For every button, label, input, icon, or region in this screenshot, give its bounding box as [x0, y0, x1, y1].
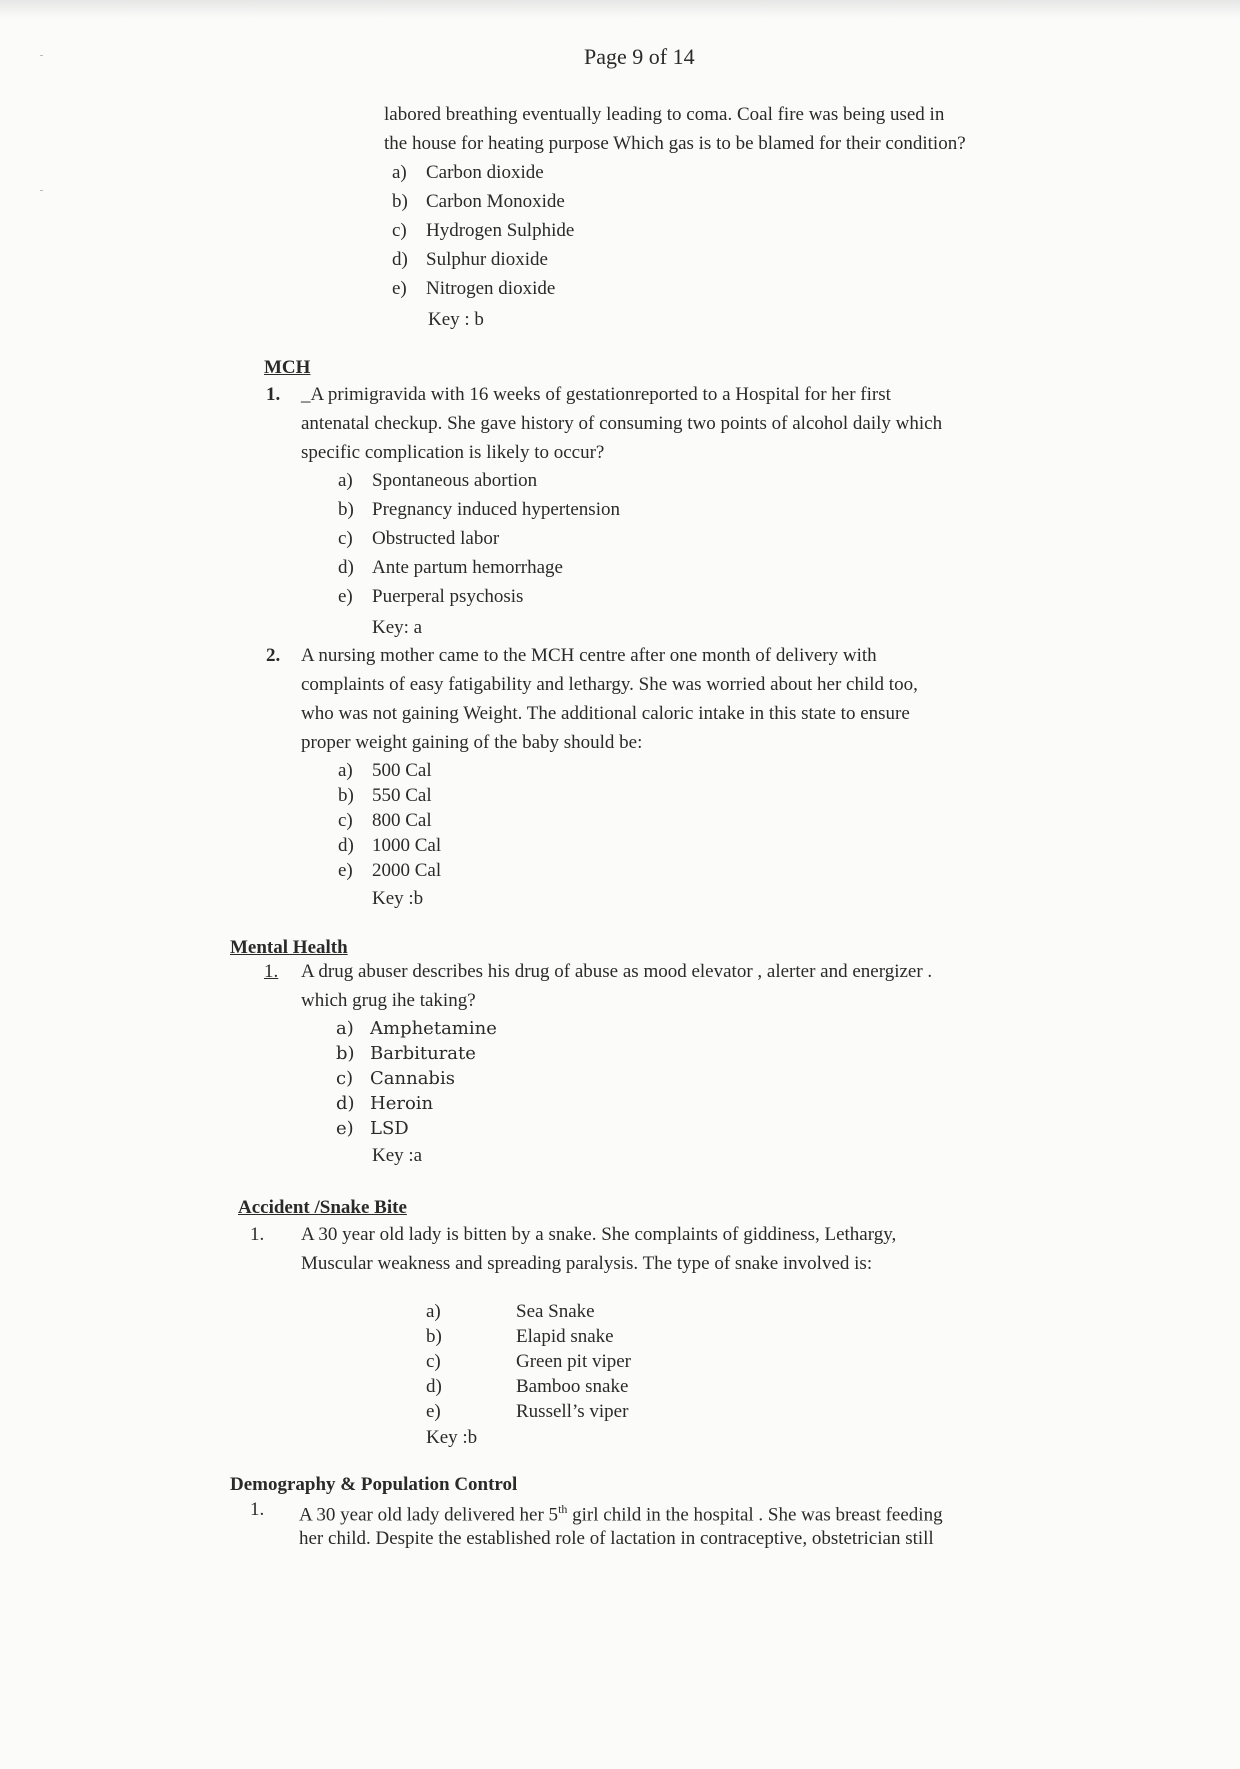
answer-key: Key :b: [426, 1427, 478, 1448]
page-number: Page 9 of 14: [584, 44, 695, 69]
answer-option: b) Elapid snake: [426, 1326, 614, 1347]
question-text-line: A 30 year old lady delivered her 5th girl child in the hospital . She was breast feeding: [299, 1502, 943, 1526]
section-heading-mch: MCH: [264, 357, 311, 378]
question-text-line: her child. Despite the established role of lactation in contraceptive, obstetrician still: [299, 1528, 934, 1549]
answer-option: a) Spontaneous abortion: [338, 470, 538, 491]
question-number: 1.: [250, 1499, 265, 1520]
question-text-line: proper weight gaining of the baby should be:: [301, 732, 643, 753]
answer-option: c) Obstructed labor: [338, 528, 500, 549]
question-text-line: A nursing mother came to the MCH centre after one month of delivery with: [301, 645, 877, 666]
scan-edge: [0, 0, 1240, 18]
answer-key: Key : b: [428, 309, 484, 330]
answer-option: a) Carbon dioxide: [392, 162, 544, 183]
question-text-line: the house for heating purpose Which gas is to be blamed for their condition?: [384, 133, 966, 154]
scan-speck: [40, 55, 43, 56]
question-text-line: Muscular weakness and spreading paralysis. The type of snake involved is:: [301, 1253, 873, 1274]
answer-option: e) LSD: [336, 1118, 409, 1139]
answer-option: c) Hydrogen Sulphide: [392, 220, 575, 241]
question-text-line: _A primigravida with 16 weeks of gestationreported to a Hospital for her first: [301, 384, 891, 405]
answer-option: c) Cannabis: [336, 1068, 455, 1089]
question-text-line: who was not gaining Weight. The additional caloric intake in this state to ensure: [301, 703, 910, 724]
answer-option: a) Sea Snake: [426, 1301, 595, 1322]
question-number: 1.: [264, 961, 279, 982]
question-number: 2.: [266, 645, 281, 666]
answer-option: d) Sulphur dioxide: [392, 249, 548, 270]
question-text-line: A drug abuser describes his drug of abuse as mood elevator , alerter and energizer .: [301, 961, 933, 982]
answer-option: a) 500 Cal: [338, 760, 432, 781]
question-text-line: labored breathing eventually leading to coma. Coal fire was being used in: [384, 104, 945, 125]
question-text-line: which grug ihe taking?: [301, 990, 476, 1011]
question-text-line: antenatal checkup. She gave history of consuming two points of alcohol daily which: [301, 413, 943, 434]
answer-option: c) 800 Cal: [338, 810, 432, 831]
answer-option: e) Puerperal psychosis: [338, 586, 524, 607]
answer-option: e) 2000 Cal: [338, 860, 442, 881]
answer-option: d) Ante partum hemorrhage: [338, 557, 563, 578]
question-number: 1.: [250, 1224, 265, 1245]
answer-option: b) Barbiturate: [336, 1043, 476, 1064]
answer-option: b) Carbon Monoxide: [392, 191, 565, 212]
answer-option: b) 550 Cal: [338, 785, 432, 806]
section-heading-snake-bite: Accident /Snake Bite: [238, 1197, 407, 1218]
section-heading-demography: Demography & Population Control: [230, 1474, 518, 1495]
answer-option: e) Nitrogen dioxide: [392, 278, 556, 299]
answer-option: e) Russell’s viper: [426, 1401, 629, 1422]
question-text-line: specific complication is likely to occur?: [301, 442, 605, 463]
question-number: 1.: [266, 384, 281, 405]
question-text-line: A 30 year old lady is bitten by a snake. She complaints of giddiness, Lethargy,: [301, 1224, 897, 1245]
answer-option: b) Pregnancy induced hypertension: [338, 499, 620, 520]
answer-option: d) Heroin: [336, 1093, 434, 1114]
answer-option: d) Bamboo snake: [426, 1376, 629, 1397]
answer-key: Key: a: [372, 617, 423, 638]
scan-speck: [40, 190, 43, 191]
question-text-line: complaints of easy fatigability and lethargy. She was worried about her child too,: [301, 674, 918, 695]
answer-key: Key :a: [372, 1145, 423, 1166]
answer-option: c) Green pit viper: [426, 1351, 632, 1372]
answer-option: d) 1000 Cal: [338, 835, 442, 856]
section-heading-mental-health: Mental Health: [230, 937, 348, 958]
answer-key: Key :b: [372, 888, 424, 909]
answer-option: a) Amphetamine: [336, 1018, 497, 1039]
